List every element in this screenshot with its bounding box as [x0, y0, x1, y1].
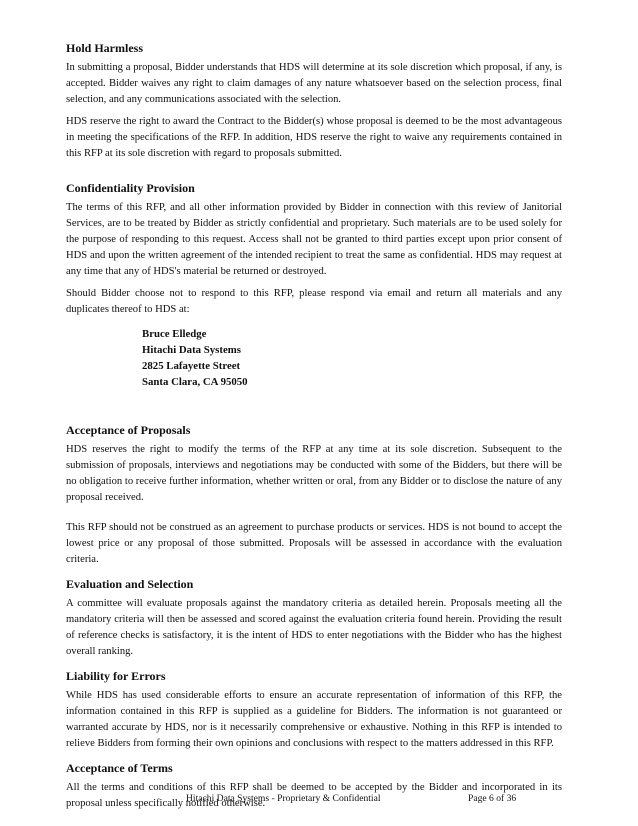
section-heading: Confidentiality Provision [66, 181, 195, 195]
paragraph: Should Bidder choose not to respond to this RFP, please respond via email and return all materials and any duplicates thereof to HDS at: [66, 288, 562, 315]
paragraph: A committee will evaluate proposals against the mandatory criteria as detailed herein. Proposals meeting all the mandatory criteria will then be assessed and scored against the evaluation criteria found herein. Providing the result of reference checks is satisfactory, it is the intent of HDS to enter negotiations with the Bidder who has the highest overall ranking. [66, 598, 562, 657]
section-heading: Hold Harmless [66, 41, 143, 55]
paragraph: While HDS has used considerable efforts to ensure an accurate representation of information of this RFP, the information contained in this RFP is supplied as a guideline for Bidders. The information is not guaranteed or warranted accurate by HDS, nor is it necessarily comprehensive or exhaustive. Nothing in this RFP is intended to relieve Bidders from forming their own opinions and conclusions with respect to the matters addressed in this RFP. [66, 690, 562, 749]
address-city: Santa Clara, CA 95050 [142, 376, 248, 388]
address-name: Bruce Elledge [142, 328, 207, 340]
address-street: 2825 Lafayette Street [142, 360, 241, 372]
paragraph: All the terms and conditions of this RFP shall be deemed to be accepted by the Bidder and incorporated in its proposal unless specifically notified otherwise. [66, 782, 562, 809]
section-heading: Acceptance of Proposals [66, 423, 191, 437]
paragraph: In submitting a proposal, Bidder understands that HDS will determine at its sole discretion which proposal, if any, is accepted. Bidder waives any right to claim damages of any nature whatsoever based on the selection process, final selection, and any communications associated with the selection. [66, 62, 562, 105]
footer-text: Hitachi Data Systems - Proprietary & Confidential [186, 793, 381, 804]
section-heading: Acceptance of Terms [66, 761, 173, 775]
paragraph: The terms of this RFP, and all other information provided by Bidder in connection with this review of Janitorial Services, are to be treated by Bidder as strictly confidential and proprietary. Such materials are to be used solely for the purpose of responding to this request. Access shall not be granted to third parties except upon prior consent of HDS and upon the written agreement of the intended recipient to treat the same as confidential. HDS may request at any time that any of HDS's material be returned or destroyed. [66, 202, 562, 277]
paragraph: HDS reserves the right to modify the terms of the RFP at any time at its sole discretion. Subsequent to the submission of proposals, interviews and negotiations may be conducted with some of the Bidders, but there will be no obligation to receive further information, whether written or oral, from any Bidder or to disclose the nature of any proposal received. [66, 444, 562, 503]
page-content [66, 40, 562, 820]
section-acceptance-of-proposals [66, 422, 562, 568]
section-evaluation-and-selection [66, 576, 562, 660]
address-company: Hitachi Data Systems [142, 344, 241, 356]
section-confidentiality [66, 180, 562, 390]
section-heading: Evaluation and Selection [66, 577, 194, 591]
section-heading: Liability for Errors [66, 669, 166, 683]
page-number: Page 6 of 36 [468, 793, 517, 804]
section-liability-for-errors [66, 668, 562, 752]
section-hold-harmless [66, 40, 562, 162]
paragraph: This RFP should not be construed as an agreement to purchase products or services. HDS is not bound to accept the lowest price or any proposal of those submitted. Proposals will be assessed in accordance with the evaluation criteria. [66, 522, 562, 565]
mailing-address [142, 326, 562, 390]
paragraph: HDS reserve the right to award the Contract to the Bidder(s) whose proposal is deemed to be the most advantageous in meeting the specifications of the RFP. In addition, HDS reserve the right to waive any requirements contained in this RFP at its sole discretion with regard to proposals submitted. [66, 116, 562, 159]
